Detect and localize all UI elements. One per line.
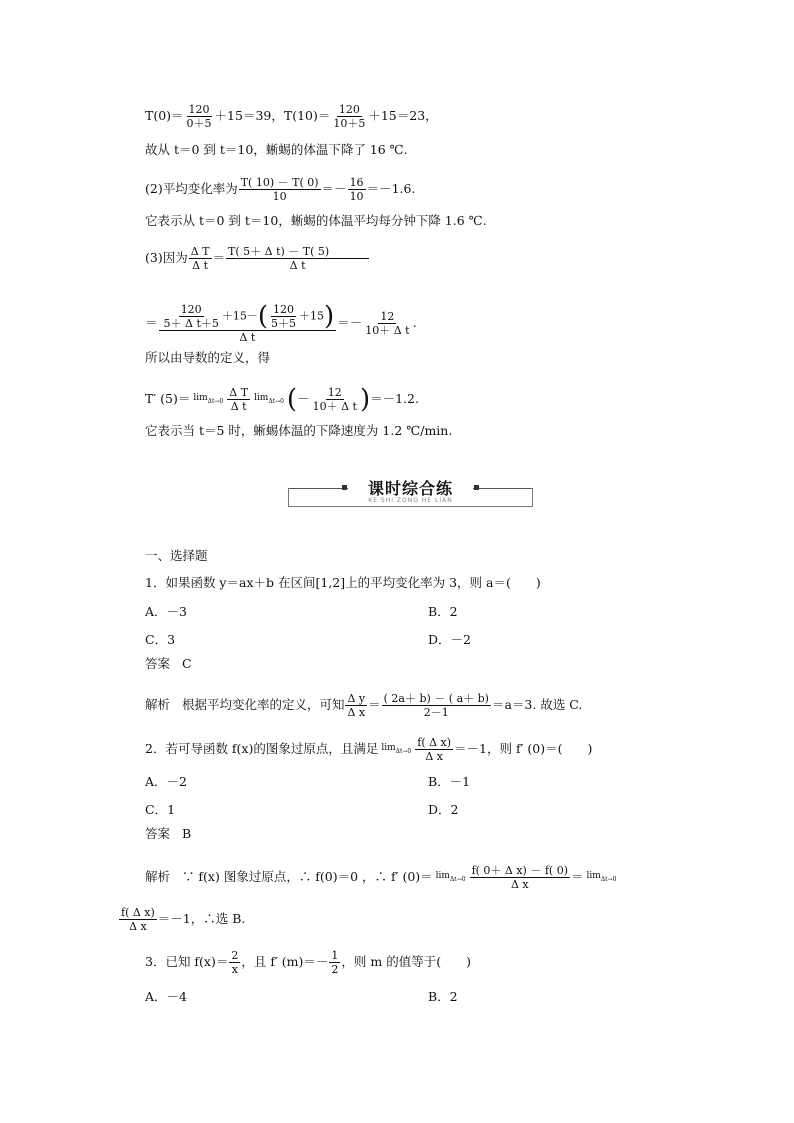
fraction-numerator: 120 xyxy=(188,103,210,116)
fraction-denominator: 5＋ Δ t＋5 xyxy=(163,317,219,330)
solution-line-5 xyxy=(145,245,370,272)
fraction-denominator: Δ t xyxy=(239,331,256,344)
text: ，且 f′ (m)＝－ xyxy=(241,954,329,969)
q1-option-a[interactable]: A．－3 xyxy=(145,604,187,619)
text: ＝－1.6. xyxy=(366,181,416,196)
fraction-numerator: Δ T xyxy=(229,386,249,399)
fraction-denominator: Δ t xyxy=(289,259,306,272)
fraction-numerator: f( Δ x) xyxy=(417,736,452,749)
text: ＝ xyxy=(368,697,381,712)
q3-option-a[interactable]: A．－4 xyxy=(145,989,187,1004)
q2-stem xyxy=(145,736,592,763)
fraction xyxy=(239,176,321,203)
limit-text: lim xyxy=(586,870,601,881)
analysis-label: 解析 xyxy=(145,697,171,712)
limit-subscript: Δt→0 xyxy=(207,397,224,405)
text: ＝－1，则 f′ (0)＝( ) xyxy=(454,741,593,756)
fraction-denominator: x xyxy=(231,963,238,976)
fraction xyxy=(345,692,367,719)
limit-operator xyxy=(254,390,284,410)
fraction xyxy=(185,103,214,130)
banner-title: 课时综合练 xyxy=(348,476,473,499)
text: ＝－ xyxy=(337,315,363,330)
fraction-numerator: 120 xyxy=(338,103,360,116)
text: ＋15 xyxy=(299,309,325,323)
q3-stem xyxy=(145,949,471,976)
fraction xyxy=(470,864,570,891)
limit-text: lim xyxy=(193,392,208,403)
limit-operator xyxy=(381,740,411,760)
fraction-numerator: Δ T xyxy=(190,245,210,258)
q2-option-a[interactable]: A．－2 xyxy=(145,774,187,789)
q2-answer xyxy=(145,826,191,842)
solution-line-6 xyxy=(145,303,417,344)
fraction-numerator: T( 10) － T( 0) xyxy=(240,176,319,189)
fraction-numerator: ( 2a＋ b) － ( a＋ b) xyxy=(383,692,489,705)
fraction-numerator: Δ y xyxy=(347,692,366,705)
limit-text: lim xyxy=(435,870,450,881)
text: T′ (5)＝ xyxy=(145,391,191,406)
fraction-denominator: Δ x xyxy=(129,920,147,933)
text: － xyxy=(297,391,310,406)
limit-operator xyxy=(436,868,466,888)
fraction-denominator: Δ x xyxy=(510,878,529,891)
q1-option-d[interactable]: D．－2 xyxy=(428,632,471,647)
fraction-denominator: Δ x xyxy=(347,706,366,719)
q1-analysis xyxy=(145,692,582,719)
fraction xyxy=(329,949,340,976)
fraction xyxy=(159,303,337,344)
fraction xyxy=(226,245,369,272)
fraction-numerator xyxy=(159,303,337,331)
text: ＝－1.2. xyxy=(370,391,419,406)
solution-line-4: 它表示从 t＝0 到 t＝10，蜥蜴的体温平均每分钟下降 1.6 ℃. xyxy=(145,213,487,228)
fraction xyxy=(162,303,221,330)
text: ＝a＝3. 故选 C. xyxy=(491,697,583,712)
fraction xyxy=(227,386,250,413)
text: ＝ xyxy=(212,250,226,265)
fraction-numerator: f( 0＋ Δ x) － f( 0) xyxy=(471,864,568,877)
text: 根据平均变化率的定义，可知 xyxy=(181,697,345,712)
banner-subtitle: KE SHI ZONG HE LIAN xyxy=(368,497,453,504)
q2-analysis xyxy=(145,864,619,891)
text: ，则 m 的值等于( ) xyxy=(341,954,471,969)
limit-subscript: Δt→0 xyxy=(395,747,412,755)
fraction xyxy=(348,176,366,203)
solution-line-7: 所以由导数的定义，得 xyxy=(145,350,271,365)
fraction xyxy=(382,692,491,719)
fraction-numerator: 2 xyxy=(231,949,239,962)
q1-option-b[interactable]: B．2 xyxy=(428,604,458,619)
banner-dot-right xyxy=(474,485,479,490)
solution-line-3 xyxy=(145,176,415,203)
q1-stem: 1．如果函数 y＝ax＋b 在区间[1,2]上的平均变化率为 3，则 a＝( ) xyxy=(145,575,541,590)
fraction-denominator: 10＋ Δ t xyxy=(365,324,410,337)
fraction xyxy=(189,245,212,272)
answer-label: 答案 xyxy=(145,826,171,841)
solution-line-1 xyxy=(145,103,438,130)
text: ＝ xyxy=(145,315,158,330)
fraction xyxy=(311,386,359,413)
fraction-denominator: 10＋ Δ t xyxy=(312,400,357,413)
fraction-denominator: 0＋5 xyxy=(186,117,212,130)
answer-value: C xyxy=(181,656,192,671)
paren-close: ) xyxy=(324,301,335,332)
limit-operator xyxy=(587,868,617,888)
text: ＝－1，∴选 B. xyxy=(157,911,246,926)
analysis-label: 解析 xyxy=(145,869,171,884)
fraction xyxy=(363,310,411,337)
paren-close: ) xyxy=(359,384,371,415)
fraction xyxy=(331,103,367,130)
fraction xyxy=(119,906,157,933)
fraction-numerator: 120 xyxy=(180,303,202,316)
text: ＝－ xyxy=(321,181,347,196)
text: (2)平均变化率为 xyxy=(145,181,238,196)
text: ＋15－ xyxy=(221,309,258,323)
fraction xyxy=(229,949,240,976)
fraction-numerator: 16 xyxy=(349,176,364,189)
fraction-numerator: 120 xyxy=(273,303,295,316)
solution-line-2: 故从 t＝0 到 t＝10，蜥蜴的体温下降了 16 ℃. xyxy=(145,142,408,157)
text: ＋15＝39，T(10)＝ xyxy=(214,108,331,123)
limit-subscript: Δt→0 xyxy=(449,875,466,883)
q2-option-c[interactable]: C．1 xyxy=(145,802,176,817)
fraction-denominator: 10 xyxy=(349,190,364,203)
fraction-denominator: 2－1 xyxy=(423,706,449,719)
text: . xyxy=(412,315,417,330)
text: 2．若可导函数 f(x)的图象过原点，且满足 xyxy=(145,741,379,756)
paren-open: ( xyxy=(286,384,298,415)
answer-label: 答案 xyxy=(145,656,171,671)
limit-subscript: Δt→0 xyxy=(600,875,617,883)
limit-text: lim xyxy=(381,742,396,753)
fraction xyxy=(415,736,453,763)
fraction-numerator: 12 xyxy=(380,310,395,323)
q1-option-c[interactable]: C．3 xyxy=(145,632,176,647)
limit-operator xyxy=(193,390,223,410)
text: ∵ f(x) 图象过原点，∴ f(0)＝0 ，∴ f′ (0)＝ xyxy=(181,869,433,884)
q2-analysis-cont xyxy=(118,906,245,933)
limit-subscript: Δt→0 xyxy=(268,397,284,405)
q2-option-b[interactable]: B．－1 xyxy=(428,774,471,789)
fraction-numerator: f( Δ x) xyxy=(121,906,155,919)
solution-line-8 xyxy=(145,386,419,413)
fraction-denominator: Δ x xyxy=(425,750,443,763)
fraction-numerator: 1 xyxy=(331,949,339,962)
paren-open: ( xyxy=(257,301,269,332)
text: T(0)＝ xyxy=(145,108,184,123)
solution-line-9: 它表示当 t＝5 时，蜥蜴体温的下降速度为 1.2 ℃/min. xyxy=(145,423,453,438)
text: 3．已知 f(x)＝ xyxy=(145,954,229,969)
fraction-numerator: 12 xyxy=(327,386,342,399)
fraction-denominator: 5＋5 xyxy=(271,317,297,330)
fraction-denominator: 2 xyxy=(331,963,339,976)
fraction-denominator: Δ t xyxy=(192,259,209,272)
section-heading: 一、选择题 xyxy=(145,548,208,563)
q3-option-b[interactable]: B．2 xyxy=(428,989,458,1004)
fraction-denominator: 10 xyxy=(272,190,287,203)
text: (3)因为 xyxy=(145,250,188,265)
q1-answer xyxy=(145,656,192,672)
fraction-denominator: Δ t xyxy=(230,400,247,413)
text: ＝ xyxy=(571,869,584,884)
answer-value: B xyxy=(181,826,192,841)
fraction-denominator: 10＋5 xyxy=(333,117,366,130)
banner-dot-left xyxy=(342,485,347,490)
section-banner xyxy=(288,476,533,508)
q2-option-d[interactable]: D．2 xyxy=(428,802,459,817)
fraction xyxy=(269,303,298,330)
fraction-numerator: T( 5＋ Δ t) － T( 5) xyxy=(226,245,369,259)
text: ＋15＝23， xyxy=(368,108,438,123)
limit-text: lim xyxy=(254,392,269,403)
